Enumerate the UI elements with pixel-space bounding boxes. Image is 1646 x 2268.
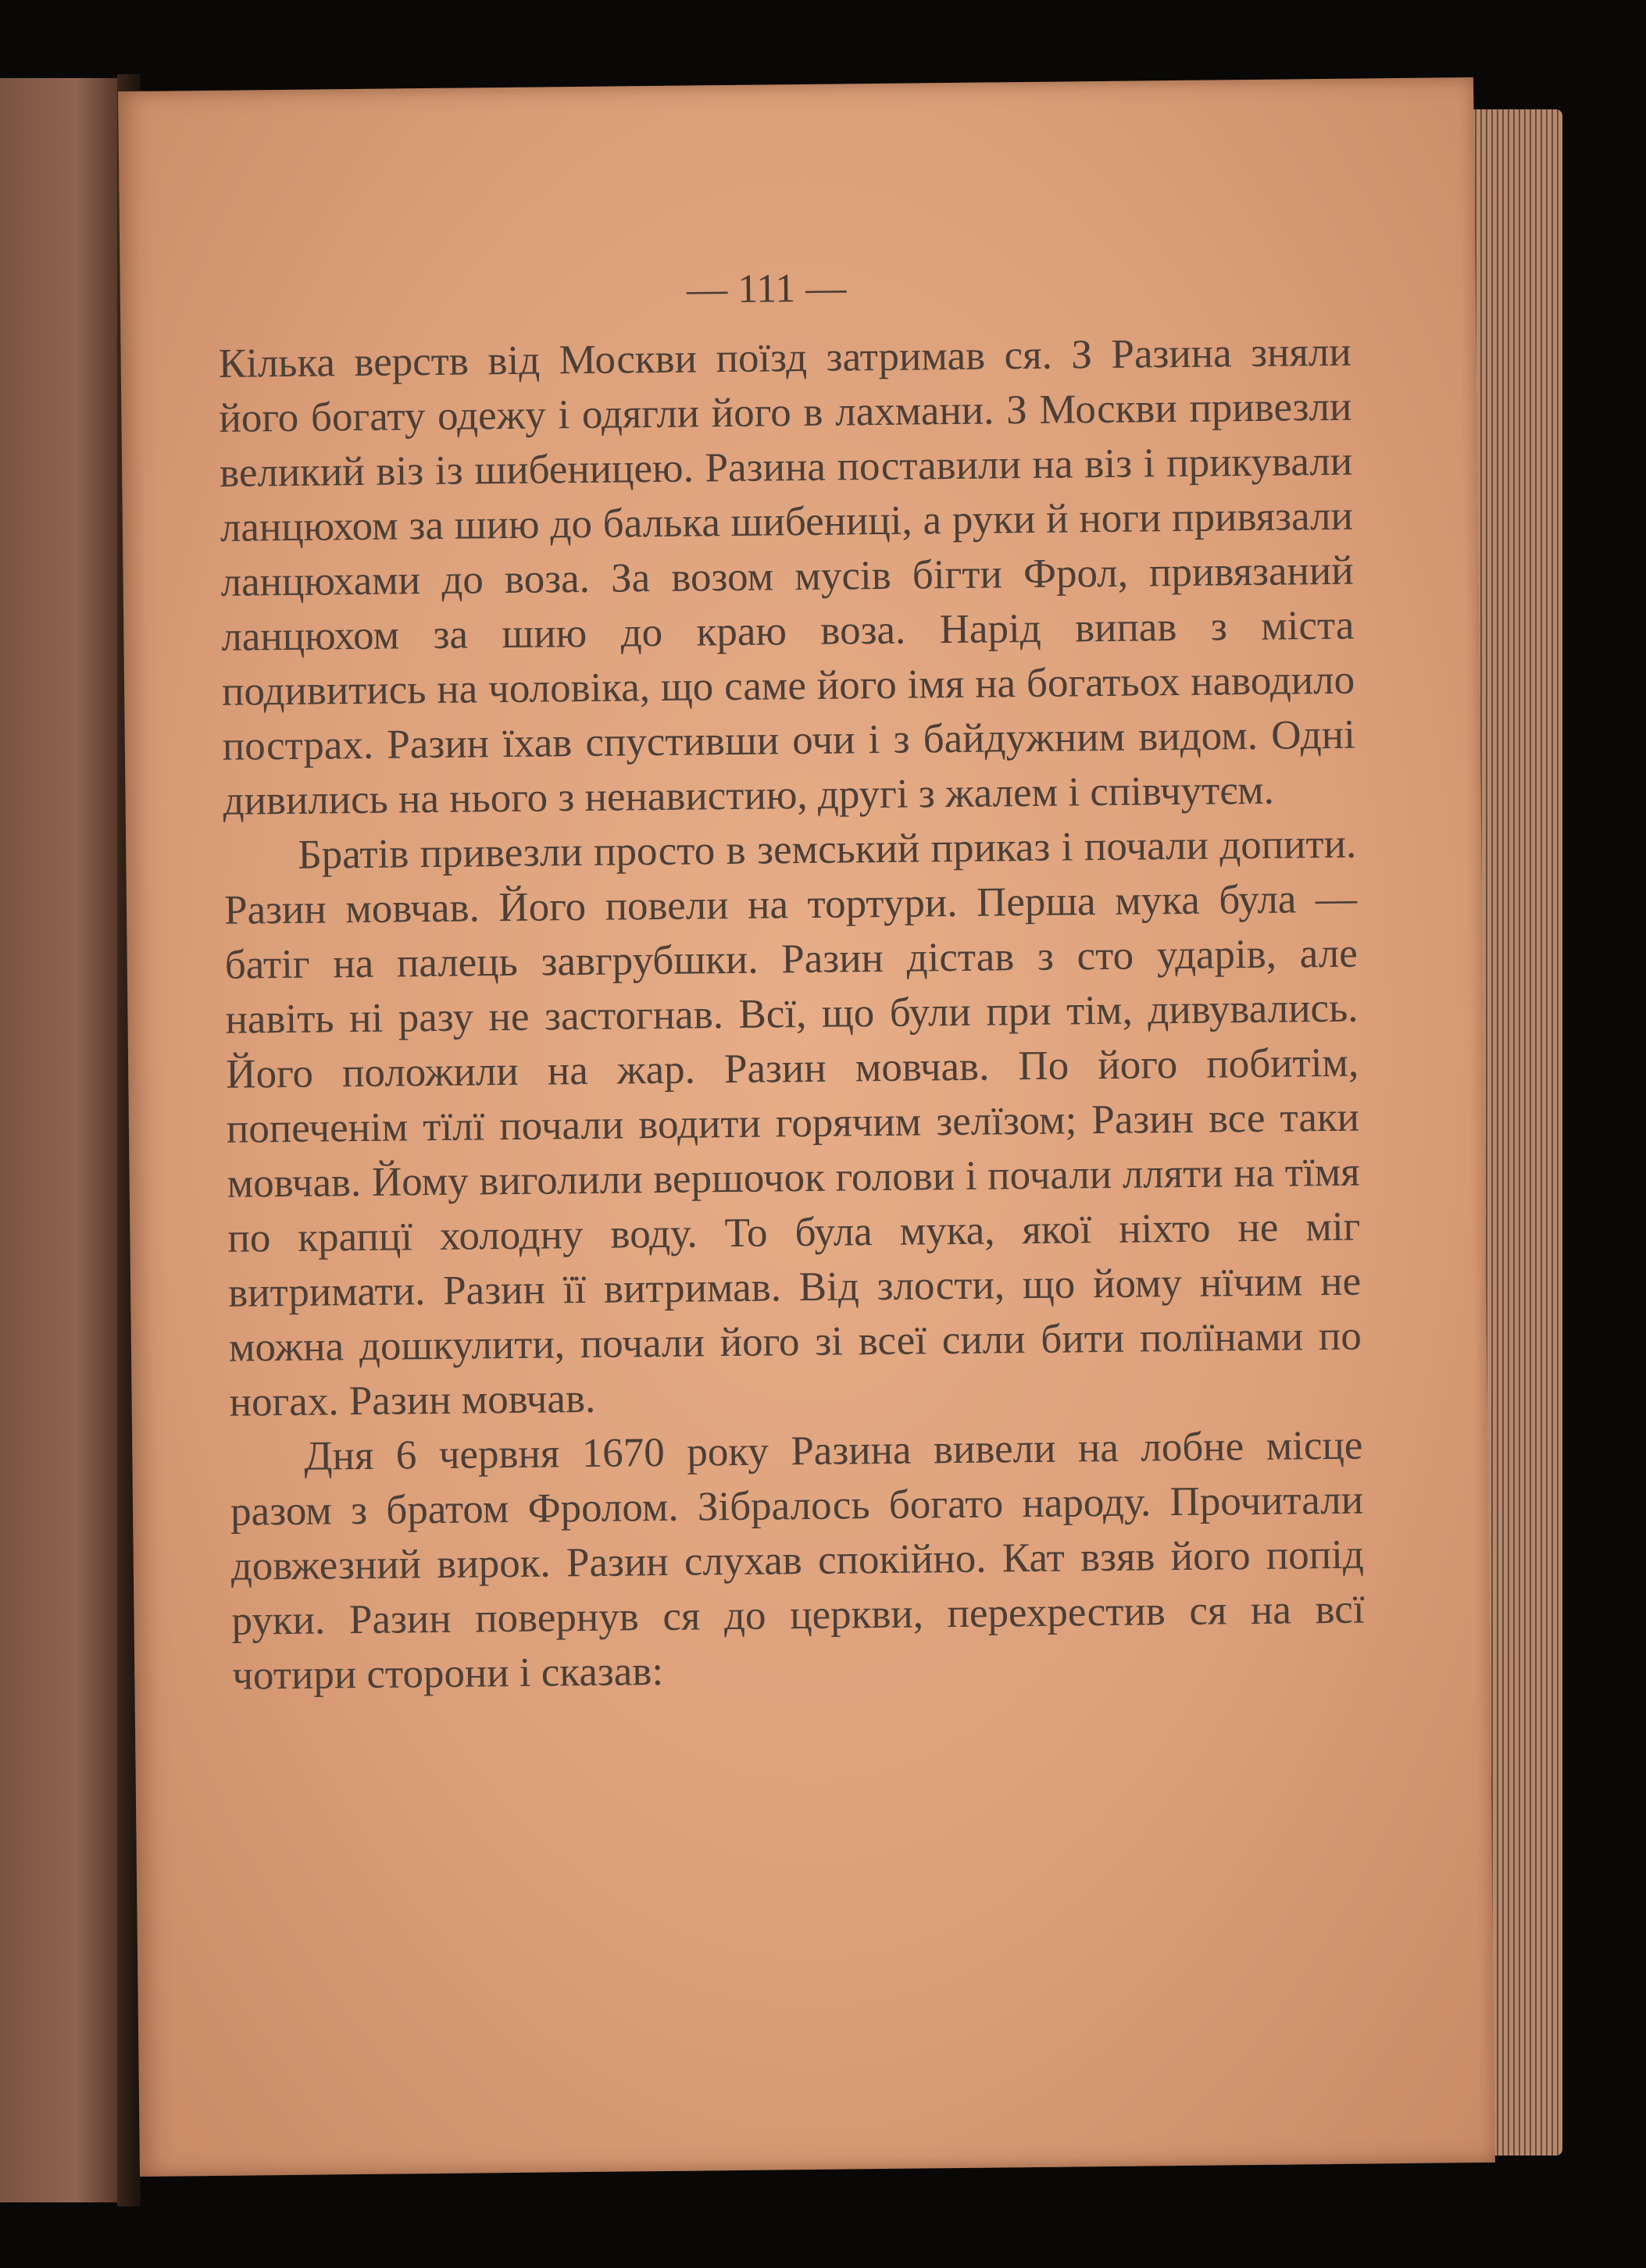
paragraph-3: Дня 6 червня 1670 року Разина вивели на лобне місце разом з братом Фролом. Зібралось богато народу. Прочитали довжезний вирок. Разин слухав спокійно. Кат взяв його попід руки. Разин повернув ся до церкви, перехрестив ся на всї чотири сторони і сказав: (230, 1422, 1365, 1699)
page-text (218, 325, 1365, 1703)
left-page-edge (0, 78, 137, 2202)
book-page (118, 77, 1495, 2177)
paragraph-1: Кілька верств від Москви поїзд затримав ся. З Разина зняли його богату одежу і одягли його в лахмани. З Москви привезли великий віз із шибеницею. Разина поставили на віз і прикували ланцюхом за шию до балька шибениці, а руки й ноги привязали ланцюхами до воза. За возом мусів бігти Фрол, привязаний ланцюхом за шию до краю воза. Нарід випав з міста подивитись на чоловіка, що саме його імя на богатьох наводило пострах. Разин їхав спустивши очи і з байдужним видом. Одні дивились на нього з ненавистию, другі з жалем і співчутєм. (218, 329, 1356, 824)
page-number: — 111 — (686, 266, 847, 312)
paragraph-2: Братів привезли просто в земський приказ і почали допити. Разин мовчав. Його повели на тортури. Перша мука була — батіг на палець завгрубшки. Разин дістав з сто ударів, але навіть ні разу не застогнав. Всї, що були при тім, дивувались. Його положили на жар. Разин мовчав. По його побитім, попеченім тїлї почали водити горячим зелїзом; Разин все таки мовчав. Йому виголили вершочок голови і почали лляти на тїмя по крапцї холодну воду. То була мука, якої ніхто не міг витримати. Разин її витримав. Від злости, що йому нїчим не можна дошкулити, почали його зі всеї сили бити полїнами по ногах. Разин мовчав. (223, 821, 1362, 1425)
